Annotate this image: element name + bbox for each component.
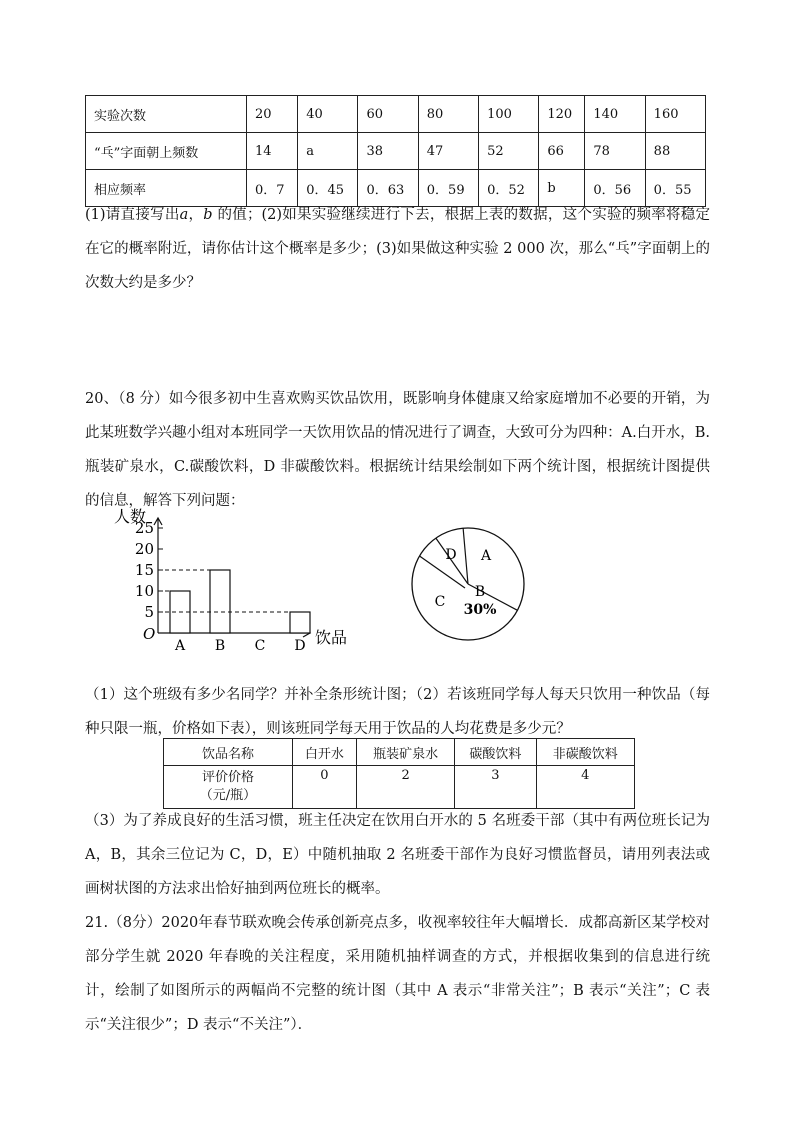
table-cell: 88 — [645, 133, 705, 170]
table-cell: 0．45 — [298, 170, 358, 207]
pie-chart — [400, 520, 550, 655]
table-cell: 0．55 — [645, 170, 705, 207]
experiment-table — [85, 95, 706, 207]
drink-name: 非碳酸饮料 — [536, 739, 634, 766]
table-cell: 60 — [358, 96, 418, 133]
table-cell: 0．56 — [585, 170, 645, 207]
row-header: 相应频率 — [86, 170, 247, 207]
table-cell: 47 — [418, 133, 478, 170]
table-cell: 66 — [539, 133, 585, 170]
row-header: “乓”字面朝上频数 — [86, 133, 247, 170]
price-table-price-header — [164, 766, 293, 809]
drink-name: 碳酸饮料 — [455, 739, 536, 766]
table-cell: 0．59 — [418, 170, 478, 207]
table-cell: 160 — [645, 96, 705, 133]
bar-D — [290, 612, 310, 633]
pie-label-C: C — [434, 594, 446, 610]
q21-text: 21.（8分）2020年春节联欢晚会传承创新亮点多，收视率较往年大幅增长．成都高新区某学校对部分学生就 2020 年春晚的关注程度，采用随机抽样调查的方式，并根据收集到的信息进行统计，绘制了如图所示的两幅尚不完整的统计图（其中 A 表示“非常关注”；B 表示“关注”；C 表示“关注很少”；D 表示“不关注”）． — [85, 915, 710, 1033]
q19-questions — [85, 198, 710, 300]
table-cell: 0．7 — [247, 170, 298, 207]
pie-label-D: D — [445, 547, 457, 563]
q20-intro: 20、（8 分）如今很多初中生喜欢购买饮品饮用，既影响身体健康又给家庭增加不必要的开销，为此某班数学兴趣小组对本班同学一天饮用饮品的情况进行了调查，大致可分为四种：A.白开水，B.瓶装矿泉水，C.碳酸饮料，D 非碳酸饮料。根据统计结果绘制如下两个统计图，根据统计图提供的信息，解答下列问题： — [85, 391, 710, 509]
table-cell: 0．63 — [358, 170, 418, 207]
drink-name: 白开水 — [293, 739, 357, 766]
price-table — [163, 738, 635, 809]
x-tick-label: D — [294, 638, 306, 654]
bar-chart — [100, 500, 370, 665]
table-cell: 140 — [585, 96, 645, 133]
table-cell: a — [298, 133, 358, 170]
table-cell: 20 — [247, 96, 298, 133]
x-axis-label: 饮品 — [315, 628, 348, 647]
table-cell: 40 — [298, 96, 358, 133]
table-cell: 52 — [479, 133, 539, 170]
var-a: a — [179, 207, 189, 223]
drink-price: 3 — [455, 766, 536, 809]
drink-name: 瓶装矿泉水 — [356, 739, 454, 766]
q20-part1: （1）这个班级有多少名同学？并补全条形统计图；（2）若该班同学每人每天只饮用一种饮品（每种只限一瓶，价格如下表），则该班同学每天用于饮品的人均花费是多少元？ — [85, 687, 710, 737]
y-axis-label: 人数 — [114, 507, 147, 526]
price-label-line2: （元/瓶） — [199, 788, 257, 803]
table-cell: 78 — [585, 133, 645, 170]
comma: ， — [188, 207, 204, 223]
y-tick-label: 20 — [134, 540, 154, 558]
table-cell: 0．52 — [479, 170, 539, 207]
table-cell: b — [539, 170, 585, 207]
y-tick-label: 25 — [134, 519, 154, 537]
table-cell: 120 — [539, 96, 585, 133]
q20-part3: （3）为了养成良好的生活习惯，班主任决定在饮用白开水的 5 名班委干部（其中有两位班长记为 A，B，其余三位记为 C，D，E）中随机抽取 2 名班委干部作为良好习惯监督员，请用列表法或画树状图的方法求出恰好抽到两位班长的概率。 — [85, 813, 710, 897]
drink-price: 0 — [293, 766, 357, 809]
bar-B — [210, 570, 230, 633]
table-cell: 14 — [247, 133, 298, 170]
table-row — [86, 133, 706, 170]
origin-label: O — [143, 625, 156, 643]
q19-text-rest: 的值；(2)如果实验继续进行下去，根据上表的数据，这个实验的频率将稳定在它的概率附近，请你估计这个概率是多少；(3)如果做这种实验 2 000 次，那么“乓”字面朝上的次数大约是多少？ — [85, 207, 710, 291]
x-tick-label: B — [214, 638, 226, 654]
var-b: b — [203, 207, 213, 223]
y-tick-label: 5 — [144, 603, 154, 621]
x-tick-label: A — [174, 638, 186, 654]
pie-percent-B: 30% — [463, 602, 497, 618]
table-cell: 38 — [358, 133, 418, 170]
row-header: 实验次数 — [86, 96, 247, 133]
x-tick-label: C — [254, 638, 266, 654]
price-table-name-header: 饮品名称 — [164, 739, 293, 766]
y-tick-label: 15 — [134, 561, 154, 579]
table-cell: 80 — [418, 96, 478, 133]
table-cell: 100 — [479, 96, 539, 133]
y-tick-label: 10 — [134, 582, 154, 600]
price-label-line1: 评价价格 — [201, 770, 254, 785]
pie-label-A: A — [480, 548, 492, 564]
drink-price: 2 — [356, 766, 454, 809]
table-row — [86, 96, 706, 133]
drink-price: 4 — [536, 766, 634, 809]
q19-text-start: (1)请直接写出 — [85, 207, 180, 223]
pie-label-B: B — [474, 584, 486, 600]
